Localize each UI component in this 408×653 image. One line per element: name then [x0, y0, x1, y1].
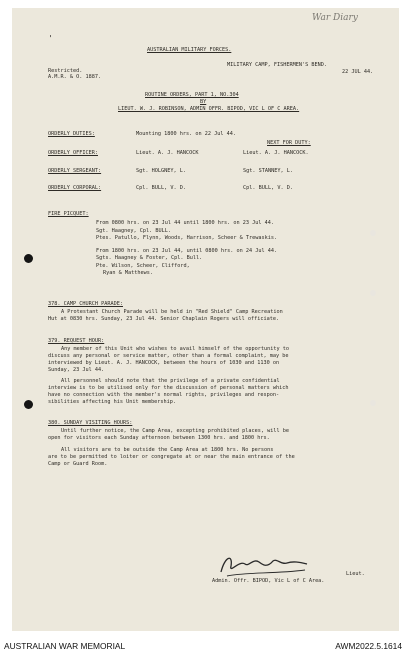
document-date: 22 JUL 44. [342, 69, 374, 75]
section-text: Sunday, 23 Jul 44. [48, 367, 105, 373]
fire-picquet-line: From 1800 hrs. on 23 Jul 44, until 0800 hrs. on 24 Jul 44. [96, 248, 278, 254]
restricted-label: Restricted. [48, 68, 83, 74]
orderly-duties-value: Mounting 1800 hrs. on 22 Jul 44. [136, 131, 236, 137]
duty-current: Cpl. BULL, V. D. [136, 185, 186, 191]
section-text: discuss any personal or service matter, other than a formal complaint, may be [48, 353, 289, 359]
duty-next: Cpl. BULL, V. D. [243, 185, 293, 191]
orderly-duties-label: ORDERLY DUTIES: [48, 131, 95, 137]
section-text: are to be permitted to loiter or congregate at or near the main entrance of the [48, 454, 295, 460]
fire-picquet-line: Ryan & Matthews. [103, 270, 153, 276]
amr-reference: A.M.R. & O. 1887. [48, 74, 102, 80]
binding-hole-mark [370, 230, 376, 236]
fire-picquet-line: Ptes. Patullo, Flynn, Woods, Harrison, Scheer & Trewaskis. [96, 235, 278, 241]
document-page [12, 8, 399, 631]
fire-picquet-line: Pte. Wilson, Scheer, Clifford, [96, 263, 190, 269]
officer-line: LIEUT. W. J. ROBINSON, ADMIN OFFR. BIPOD, VIC L OF C AREA. [118, 106, 300, 112]
handwritten-note: War Diary [312, 13, 358, 23]
duty-label: ORDERLY SERGEANT: [48, 168, 102, 174]
section-heading: 379. REQUEST HOUR: [48, 338, 105, 344]
section-text: Hut at 0830 hrs. Sunday, 23 Jul 44. Senior Chaplain Rogers will officiate. [48, 316, 280, 322]
section-text: interview is to be utilised only for the discussion of personal matters which [48, 385, 289, 391]
duty-current: Sgt. HOLGNEY, L. [136, 168, 186, 174]
document-title: AUSTRALIAN MILITARY FORCES. [147, 47, 232, 53]
section-heading: 380. SUNDAY VISITING HOURS: [48, 420, 133, 426]
next-for-duty-label: NEXT FOR DUTY: [267, 140, 311, 146]
section-text: Until further notice, the Camp Area, excepting prohibited places, will be [61, 428, 289, 434]
section-text: Any member of this Unit who wishes to avail himself of the opportunity to [61, 346, 289, 352]
duty-current: Lieut. A. J. HANCOCK [136, 150, 199, 156]
fire-picquet-line: From 0800 hrs. on 23 Jul 44 until 1800 hrs. on 23 Jul 44. [96, 220, 275, 226]
duty-next: Lieut. A. J. HANCOCK. [243, 150, 309, 156]
fire-picquet-line: Sgt. Haagney, Cpl. BULL. [96, 228, 171, 234]
section-text: All visitors are to be outside the Camp Area at 1800 hrs. No persons [61, 447, 274, 453]
duty-next: Sgt. STANNEY, L. [243, 168, 293, 174]
section-text: sibilities affecting his Unit membership. [48, 399, 177, 405]
punch-mark: ' [48, 34, 53, 43]
binding-hole-mark [370, 290, 376, 296]
routine-orders-title: ROUTINE ORDERS, PART 1, NO.304 [145, 92, 239, 98]
section-text: interviewed by Lieut. A. J. HANCOCK, between the hours of 1030 and 1130 on [48, 360, 280, 366]
punch-hole [24, 254, 33, 263]
duty-label: ORDERLY CORPORAL: [48, 185, 102, 191]
binding-hole-mark [370, 400, 376, 406]
section-text: Camp or Guard Room. [48, 461, 108, 467]
punch-hole [24, 400, 33, 409]
by-label: BY [200, 99, 207, 105]
footer-source: AUSTRALIAN WAR MEMORIAL [4, 641, 126, 651]
fire-picquet-label: FIRE PICQUET: [48, 211, 89, 217]
section-text: All personnel should note that the privilege of a private confidential [61, 378, 280, 384]
footer-accession-number: AWM2022.5.1614 [335, 641, 402, 651]
fire-picquet-line: Sgts. Haagney & Foster, Cpl. Bull. [96, 255, 203, 261]
signature-rank: Lieut. [346, 571, 365, 577]
location: MILITARY CAMP, FISHERMEN'S BEND. [227, 62, 327, 68]
section-heading: 378. CAMP CHURCH PARADE: [48, 301, 123, 307]
section-text: have no connection with the member's normal rights, privileges and respon- [48, 392, 280, 398]
handwritten-signature [215, 550, 315, 580]
section-text: A Protestant Church Parade will be held in "Red Shield" Camp Recreation [61, 309, 283, 315]
signature-title: Admin. Offr. BIPOD, Vic L of C Area. [212, 578, 325, 584]
section-text: open for visitors each Sunday afternoon between 1300 hrs. and 1800 hrs. [48, 435, 270, 441]
duty-label: ORDERLY OFFICER: [48, 150, 98, 156]
footer-bar [0, 636, 408, 653]
